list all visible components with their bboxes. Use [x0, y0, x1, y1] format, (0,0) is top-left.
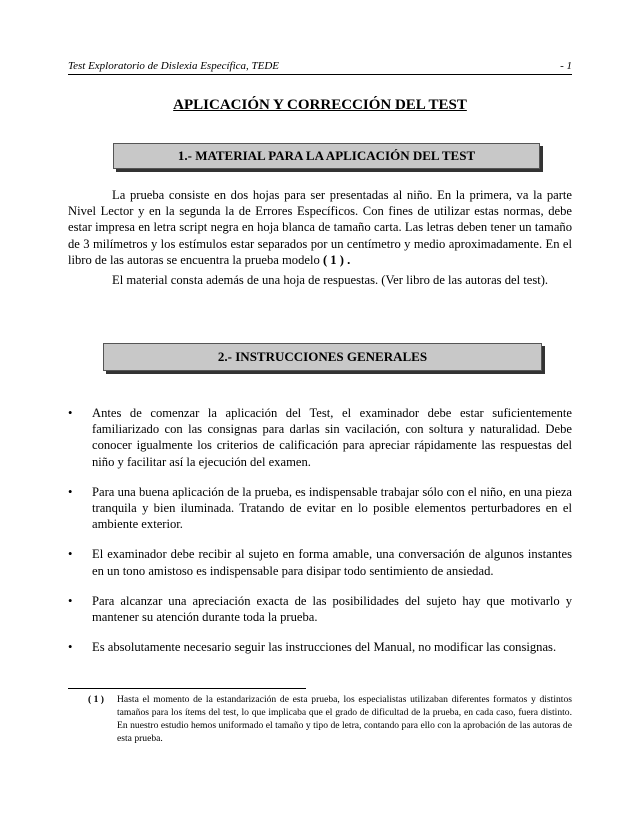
- paragraph-2-text: El material consta además de una hoja de respuestas. (Ver libro de las autoras del test).: [112, 273, 549, 287]
- list-item-text: Para una buena aplicación de la prueba, es indispensable trabajar sólo con el niño, en una pieza tranquila y bien iluminada. Tratando de evitar en lo posible elementos perturbadores en el ambiente exterior.: [92, 484, 572, 532]
- section1-heading: 1.- MATERIAL PARA LA APLICACIÓN DEL TEST: [113, 143, 540, 169]
- list-item-text: Para alcanzar una apreciación exacta de las posibilidades del sujeto hay que motivarlo y mantener su atención durante toda la prueba.: [92, 593, 572, 625]
- bullet-icon: •: [68, 640, 73, 655]
- footnote-text: Hasta el momento de la estandarización de esta prueba, los especialistas utilizaban diferentes formatos y distintos tamaños para los ítems del test, lo que implicaba que el grado de dificultad de la prueba, en cada caso, fuera distinto. En nuestro estudio hemos uniformado el tamaño y tipo de letra, contando para ello con la aprobación de las autoras de esta prueba.: [117, 694, 572, 744]
- footnote: [88, 693, 572, 745]
- footnote-mark: ( 1 ): [88, 694, 104, 705]
- footnote-reference: ( 1 ) .: [322, 252, 351, 267]
- list-item: [68, 484, 572, 533]
- list-item-text: Es absolutamente necesario seguir las instrucciones del Manual, no modificar las consignas.: [92, 640, 557, 655]
- page-header: [68, 60, 572, 75]
- instructions-list: [68, 405, 572, 669]
- list-item-text: Antes de comenzar la aplicación del Test, el examinador debe estar suficientemente familiarizado con las consignas para darlas sin vacilación, con soltura y naturalidad. Debe conocer igualmente los criterios de calificación para apreciar rápidamente las respuestas del niño y facilitar así la ejecución del examen.: [92, 406, 572, 469]
- list-item: [68, 593, 572, 625]
- header-title: Test Exploratorio de Dislexia Específica, TEDE: [68, 60, 280, 72]
- footnote-divider: [68, 688, 306, 689]
- bullet-icon: •: [68, 593, 73, 608]
- bullet-icon: •: [68, 406, 73, 420]
- page-number: - 1: [560, 60, 572, 72]
- bullet-icon: •: [68, 484, 73, 499]
- document-title: APLICACIÓN Y CORRECCIÓN DEL TEST: [173, 97, 467, 113]
- list-item-text: El examinador debe recibir al sujeto en forma amable, una conversación de algunos instantes en un tono amistoso es indispensable para disipar todo sentimiento de ansiedad.: [92, 547, 572, 578]
- section1-paragraph-2: [68, 272, 572, 288]
- section2-heading: 2.- INSTRUCCIONES GENERALES: [103, 343, 542, 371]
- section1-paragraph-1: [68, 187, 572, 268]
- list-item: [68, 405, 572, 470]
- list-item: [68, 639, 572, 655]
- bullet-icon: •: [68, 547, 73, 562]
- list-item: [68, 546, 572, 578]
- paragraph-1-text: La prueba consiste en dos hojas para ser presentadas al niño. En la primera, va la parte Nivel Lector y en la segunda la de Errores Específicos. Con fines de utilizar estas normas, debe estar impresa en letra script negra en hoja blanca de tamaño carta. Las letras deben tener un tamaño de 3 milímetros y los estímulos estar separados por un centímetro y medio aproximadamente. En el libro de las autoras se encuentra la prueba modelo: [68, 188, 572, 267]
